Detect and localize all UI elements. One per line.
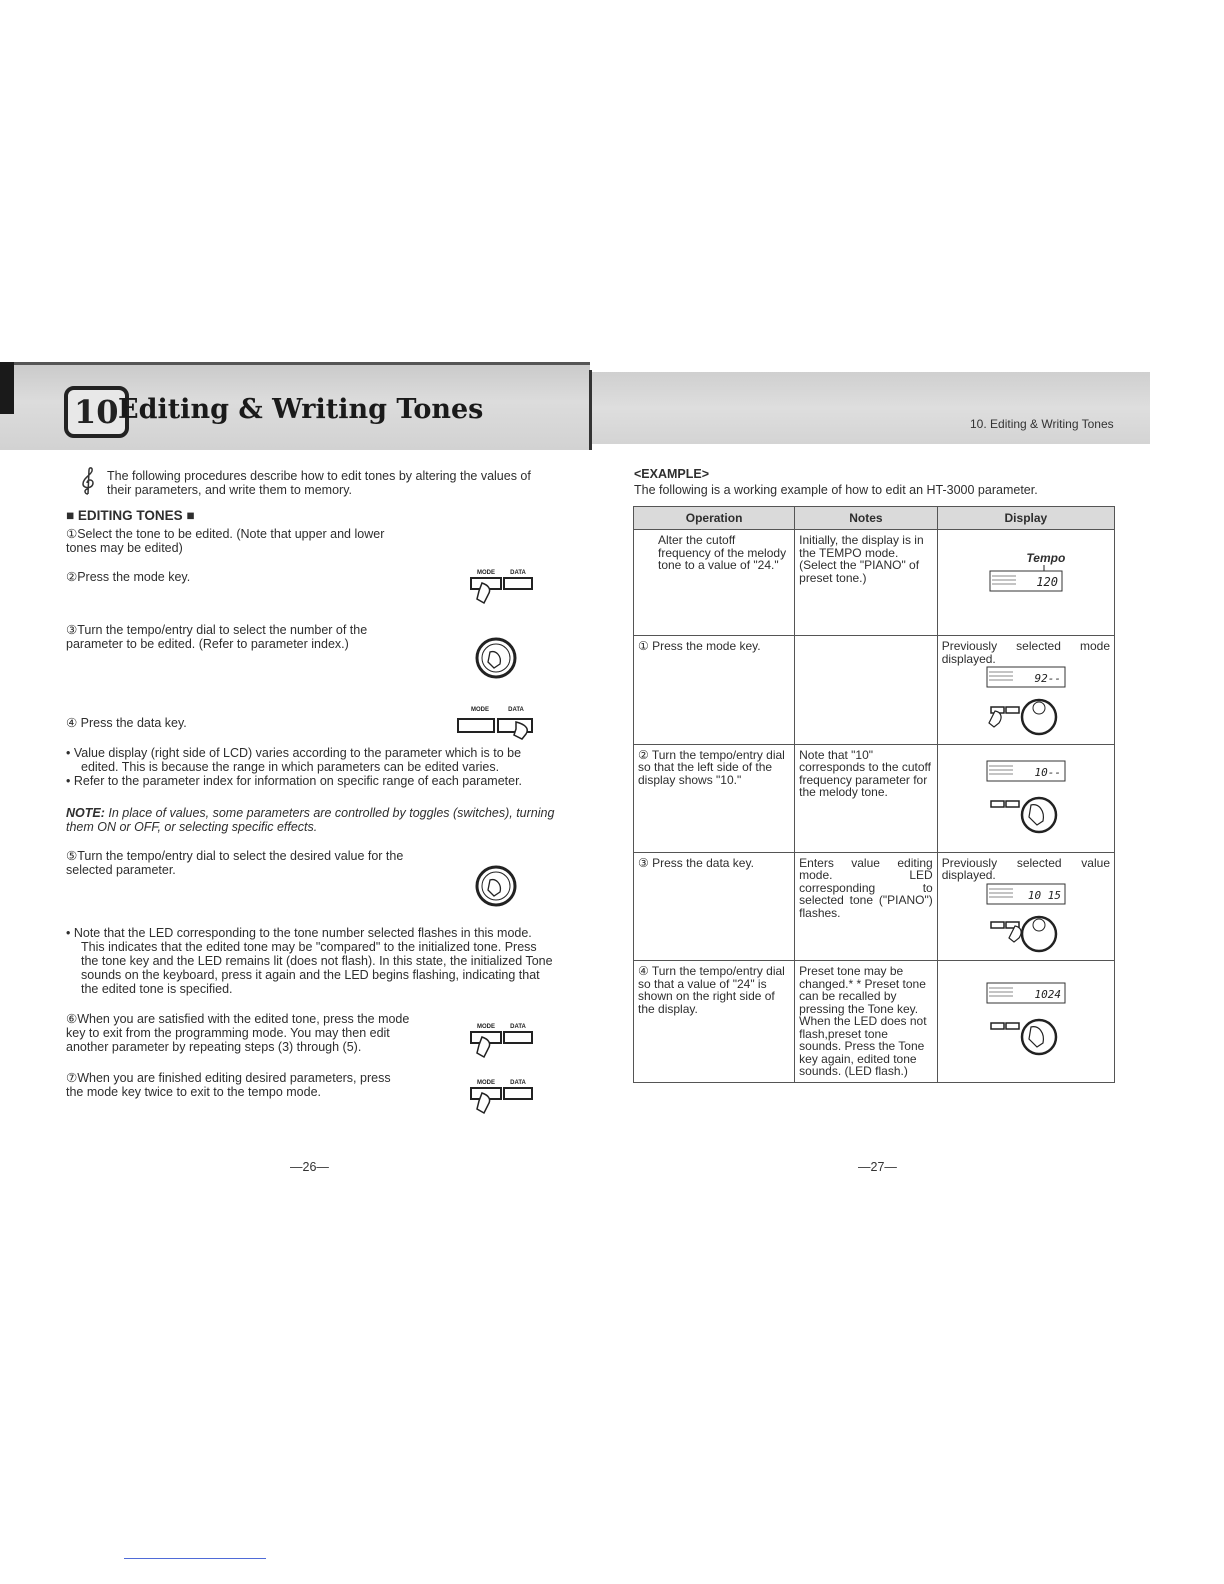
- mode-key-label: MODE: [477, 1080, 495, 1086]
- notes-cell: Enters value editing mode. LED corresponding to selected tone ("PIANO") flashes.: [795, 852, 938, 961]
- display-cell: [937, 636, 1114, 745]
- operation-cell: ④ Turn the tempo/entry dial so that a value of "24" is shown on the right side of the display.: [634, 961, 795, 1083]
- mode-key-press-icon: [468, 1021, 536, 1063]
- table-row: [634, 636, 1115, 745]
- bullet-list-b: [66, 926, 556, 996]
- bullet-text: Refer to the parameter index for information on specific range of each parameter.: [73, 774, 523, 788]
- lcd-value: 120: [1036, 574, 1058, 589]
- chapter-number: 10: [64, 386, 129, 438]
- chapter-title: Editing & Writing Tones: [118, 394, 484, 425]
- data-key-label: DATA: [510, 570, 526, 576]
- mode-key-label: MODE: [477, 570, 495, 576]
- banner-line: [14, 362, 590, 365]
- table-row: [634, 744, 1115, 852]
- notes-cell: Initially, the display is in the TEMPO mode. (Select the "PIANO" of preset tone.): [795, 530, 938, 636]
- operation-cell: ③ Press the data key.: [634, 852, 795, 961]
- example-intro: The following is a working example of how to edit an HT-3000 parameter.: [634, 483, 1038, 497]
- treble-clef-icon: [80, 466, 96, 496]
- column-header: Display: [937, 507, 1114, 530]
- display-cell: [937, 852, 1114, 961]
- note-text: In place of values, some parameters are controlled by toggles (switches), turning them ON or OFF, or selecting specific effects.: [66, 806, 555, 834]
- step-2: ②Press the mode key.: [66, 570, 191, 584]
- lcd-value: 92--: [1034, 672, 1061, 685]
- operation-cell: ① Press the mode key.: [634, 636, 795, 745]
- example-table: [633, 506, 1115, 1083]
- lcd-value: 10 15: [1027, 888, 1061, 902]
- operation-cell: ② Turn the tempo/entry dial so that the left side of the display shows "10.": [634, 744, 795, 852]
- step-5: ⑤Turn the tempo/entry dial to select the desired value for the selected parameter.: [66, 849, 404, 877]
- step-3: ③Turn the tempo/entry dial to select the number of the parameter to be edited. (Refer to parameter index.): [66, 623, 368, 651]
- display-cell: [937, 961, 1114, 1083]
- data-key-label: DATA: [510, 1080, 526, 1086]
- note-paragraph: [66, 806, 556, 834]
- tempo-dial-icon: [470, 624, 522, 680]
- page-number-left: —26—: [290, 1160, 329, 1174]
- lcd-value: 10--: [1034, 765, 1061, 779]
- mode-key-label: MODE: [477, 1024, 495, 1030]
- lcd-display: [981, 882, 1071, 954]
- lcd-display: [981, 665, 1071, 737]
- mode-key-press-icon: [468, 1077, 536, 1119]
- step-6: ⑥When you are satisfied with the edited tone, press the mode key to exit from the programming mode. You may then edit another parameter by repeating steps (3) through (5).: [66, 1012, 410, 1054]
- column-header: Operation: [634, 507, 795, 530]
- mode-key-press-icon: [468, 567, 536, 609]
- section-heading: ■ EDITING TONES ■: [66, 508, 195, 523]
- running-head: 10. Editing & Writing Tones: [970, 417, 1114, 431]
- table-row: [634, 530, 1115, 636]
- data-key-label: DATA: [508, 707, 524, 713]
- table-row: [634, 852, 1115, 961]
- operation-cell: Alter the cutoff frequency of the melody tone to a value of "24.": [634, 530, 795, 636]
- bullet-item: • Refer to the parameter index for information on specific range of each parameter.: [66, 774, 523, 788]
- display-cell: [937, 530, 1114, 636]
- example-title: <EXAMPLE>: [634, 467, 710, 481]
- bullet-item: • Note that the LED corresponding to the tone number selected flashes in this mode. This indicates that the edited tone may be "compared" to the initialized tone. Press the tone key and the LED remains lit (does not flash). In this state, the initialized Tone sounds on the keyboard, press it again and the LED begins flashing, indicating that the edited tone is specified.: [66, 926, 553, 996]
- lcd-value: 1024: [1034, 988, 1061, 1001]
- intro-text: The following procedures describe how to edit tones by altering the values of their parameters, and write them to memory.: [107, 469, 531, 497]
- lcd-display: [981, 755, 1071, 839]
- bullet-item: • Value display (right side of LCD) varies according to the parameter which is to be edited. This is because the range in which parameters can be edited varies.: [66, 746, 522, 774]
- bullet-text: Note that the LED corresponding to the tone number selected flashes in this mode. This indicates that the edited tone may be "compared" to the initialized tone. Press the tone key and the LED remains lit (does not flash). In this state, the initialized Tone sounds on the keyboard, press it again and the LED begins flashing, indicating that the edited tone is specified.: [73, 926, 553, 996]
- step-1: ①Select the tone to be edited. (Note that upper and lower tones may be edited): [66, 527, 385, 555]
- step-7: ⑦When you are finished editing desired parameters, press the mode key twice to exit to the tempo mode.: [66, 1071, 391, 1099]
- notes-cell: Preset tone may be changed.* * Preset tone can be recalled by pressing the Tone key. When the LED does not flash,preset tone sounds. Press the Tone key again, edited tone sounds. (LED flash.): [795, 961, 938, 1083]
- step-4: ④ Press the data key.: [66, 716, 187, 730]
- mode-key-label: MODE: [471, 707, 489, 713]
- lcd-display: [981, 979, 1071, 1063]
- table-header-row: [634, 507, 1115, 530]
- note-label: NOTE:: [66, 806, 105, 820]
- column-header: Notes: [795, 507, 938, 530]
- tempo-dial-icon: [470, 852, 522, 908]
- data-key-press-icon: [454, 704, 538, 740]
- data-key-label: DATA: [510, 1024, 526, 1030]
- display-cell: [937, 744, 1114, 852]
- notes-cell: Note that "10" corresponds to the cutoff frequency parameter for the melody tone.: [795, 744, 938, 852]
- bullet-text: Value display (right side of LCD) varies according to the parameter which is to be edited. This is because the range in which parameters can be edited varies.: [73, 746, 522, 774]
- page-number-right: —27—: [858, 1160, 897, 1174]
- header-banner-right: [592, 372, 1150, 444]
- banner-edge: [0, 362, 14, 414]
- bullet-list-a: [66, 746, 556, 788]
- table-row: [634, 961, 1115, 1083]
- tempo-label: Tempo: [1026, 551, 1066, 565]
- lcd-display: [986, 565, 1066, 595]
- display-caption: Previously selected mode displayed.: [941, 639, 1110, 666]
- notes-cell: [795, 636, 938, 745]
- footer-link-line: [124, 1558, 266, 1559]
- display-caption: Previously selected value displayed.: [941, 855, 1110, 882]
